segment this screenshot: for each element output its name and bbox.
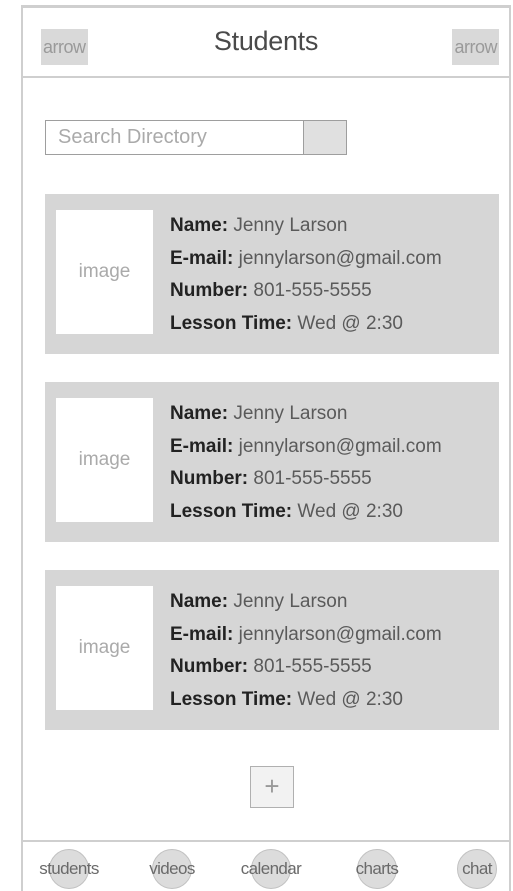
student-card[interactable] — [45, 382, 499, 542]
name-row — [170, 586, 442, 619]
student-photo-placeholder: image — [56, 586, 153, 710]
tab-videos[interactable] — [138, 849, 206, 889]
name-row — [170, 210, 442, 243]
add-student-button[interactable] — [250, 766, 294, 808]
back-arrow-button[interactable]: arrow — [41, 29, 88, 65]
plus-icon: + — [264, 771, 280, 801]
student-name: Jenny Larson — [233, 591, 348, 612]
lesson-time-row — [170, 308, 442, 341]
search-input[interactable] — [46, 121, 303, 154]
student-email: jennylarson@gmail.com — [238, 247, 442, 269]
forward-arrow-button[interactable]: arrow — [452, 29, 499, 65]
student-info — [170, 398, 442, 528]
number-row — [170, 275, 442, 308]
student-card[interactable] — [45, 570, 499, 730]
email-row — [170, 431, 442, 464]
app-header — [21, 8, 511, 78]
tab-label: chat — [462, 859, 492, 878]
number-label: Number: — [170, 468, 249, 489]
student-card[interactable] — [45, 194, 499, 354]
student-name: Jenny Larson — [233, 215, 348, 236]
tab-label: calendar — [240, 859, 302, 878]
student-number: 801-555-5555 — [253, 468, 372, 489]
student-number: 801-555-5555 — [253, 280, 372, 301]
search-bar — [45, 120, 347, 155]
student-lesson-time: Wed @ 2:30 — [297, 312, 403, 334]
tab-label: students — [39, 859, 99, 878]
email-row — [170, 243, 442, 276]
tab-label: videos — [149, 859, 195, 878]
name-label: Name: — [170, 591, 229, 612]
student-photo-placeholder: image — [56, 210, 153, 334]
tab-chat[interactable] — [453, 849, 501, 889]
number-row — [170, 651, 442, 684]
lesson-time-label: Lesson Time: — [170, 500, 293, 522]
student-name: Jenny Larson — [233, 403, 348, 424]
student-info — [170, 210, 442, 340]
lesson-time-label: Lesson Time: — [170, 688, 293, 710]
name-label: Name: — [170, 403, 229, 424]
number-label: Number: — [170, 656, 249, 677]
student-photo-placeholder: image — [56, 398, 153, 522]
student-email: jennylarson@gmail.com — [238, 623, 442, 645]
page-title: Students — [213, 26, 319, 56]
name-row — [170, 398, 442, 431]
lesson-time-row — [170, 684, 442, 717]
lesson-time-row — [170, 496, 442, 529]
email-label: E-mail: — [170, 435, 234, 457]
lesson-time-label: Lesson Time: — [170, 312, 293, 334]
student-number: 801-555-5555 — [253, 656, 372, 677]
search-button[interactable] — [303, 121, 346, 154]
bottom-tab-bar — [21, 840, 511, 891]
number-row — [170, 463, 442, 496]
student-info — [170, 586, 442, 716]
student-lesson-time: Wed @ 2:30 — [297, 688, 403, 710]
email-label: E-mail: — [170, 623, 234, 645]
email-row — [170, 619, 442, 652]
name-label: Name: — [170, 215, 229, 236]
number-label: Number: — [170, 280, 249, 301]
email-label: E-mail: — [170, 247, 234, 269]
tab-label: charts — [355, 859, 399, 878]
tab-calendar[interactable] — [229, 849, 313, 889]
tab-charts[interactable] — [346, 849, 408, 889]
student-lesson-time: Wed @ 2:30 — [297, 500, 403, 522]
tab-students[interactable] — [29, 849, 109, 889]
student-email: jennylarson@gmail.com — [238, 435, 442, 457]
